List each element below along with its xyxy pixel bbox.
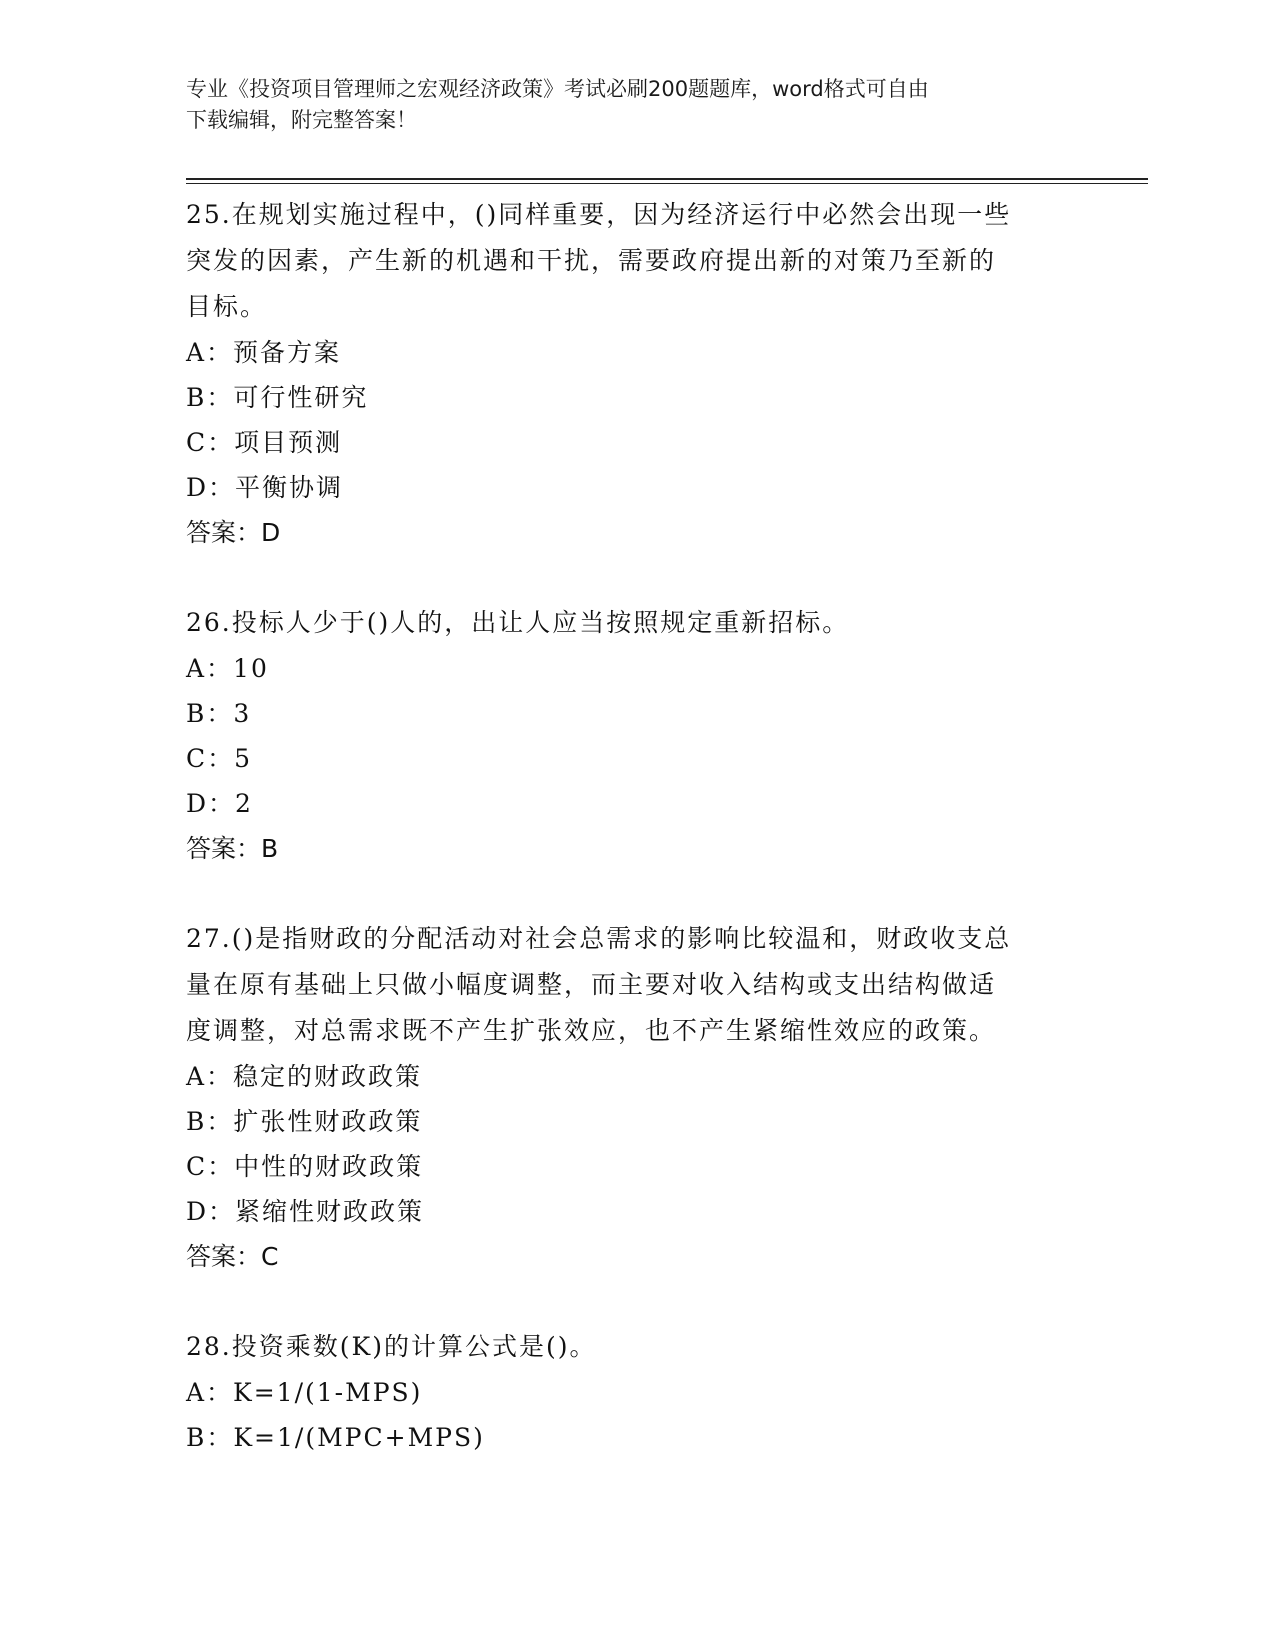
question-stem-line: 目标。 xyxy=(186,292,268,321)
question-stem-line: 突发的因素，产生新的机遇和干扰，需要政府提出新的对策乃至新的 xyxy=(186,246,997,275)
question-list xyxy=(186,192,1086,1504)
answer-line: 答案：B xyxy=(186,834,279,863)
answer-line: 答案：C xyxy=(186,1242,279,1271)
question-27 xyxy=(186,916,1086,1280)
answer-line: 答案：D xyxy=(186,518,281,547)
question-stem-line: 度调整，对总需求既不产生扩张效应，也不产生紧缩性效应的政策。 xyxy=(186,1016,997,1045)
option-a: A：稳定的财政政策 xyxy=(186,1062,423,1091)
option-c: C：中性的财政政策 xyxy=(186,1152,424,1181)
option-b: B：扩张性财政政策 xyxy=(186,1107,423,1136)
question-stem-line: 28.投资乘数(K)的计算公式是()。 xyxy=(186,1332,597,1361)
question-stem-line: 27.()是指财政的分配活动对社会总需求的影响比较温和，财政收支总 xyxy=(186,924,1012,953)
header-line: 专业《投资项目管理师之宏观经济政策》考试必刷200题题库，word格式可自由 xyxy=(186,77,929,101)
question-26 xyxy=(186,600,1086,872)
option-d: D：紧缩性财政政策 xyxy=(186,1197,425,1226)
header-line: 下载编辑，附完整答案！ xyxy=(186,108,417,132)
document-header xyxy=(186,74,1066,136)
header-divider-thin xyxy=(186,183,1148,184)
question-stem-line: 量在原有基础上只做小幅度调整，而主要对收入结构或支出结构做适 xyxy=(186,970,997,999)
option-a: A：预备方案 xyxy=(186,338,342,367)
option-c: C：5 xyxy=(186,744,253,773)
question-stem-line: 26.投标人少于()人的，出让人应当按照规定重新招标。 xyxy=(186,608,850,637)
option-a: A：K=1/(1-MPS) xyxy=(186,1378,423,1407)
option-b: B：K=1/(MPC+MPS) xyxy=(186,1423,485,1452)
option-a: A：10 xyxy=(186,654,269,683)
option-b: B：3 xyxy=(186,699,252,728)
question-stem-line: 25.在规划实施过程中，()同样重要，因为经济运行中必然会出现一些 xyxy=(186,200,1012,229)
question-28 xyxy=(186,1324,1086,1460)
question-25 xyxy=(186,192,1086,556)
option-b: B：可行性研究 xyxy=(186,383,369,412)
option-c: C：项目预测 xyxy=(186,428,343,457)
option-d: D：2 xyxy=(186,789,253,818)
header-divider xyxy=(186,178,1148,180)
option-d: D：平衡协调 xyxy=(186,473,344,502)
